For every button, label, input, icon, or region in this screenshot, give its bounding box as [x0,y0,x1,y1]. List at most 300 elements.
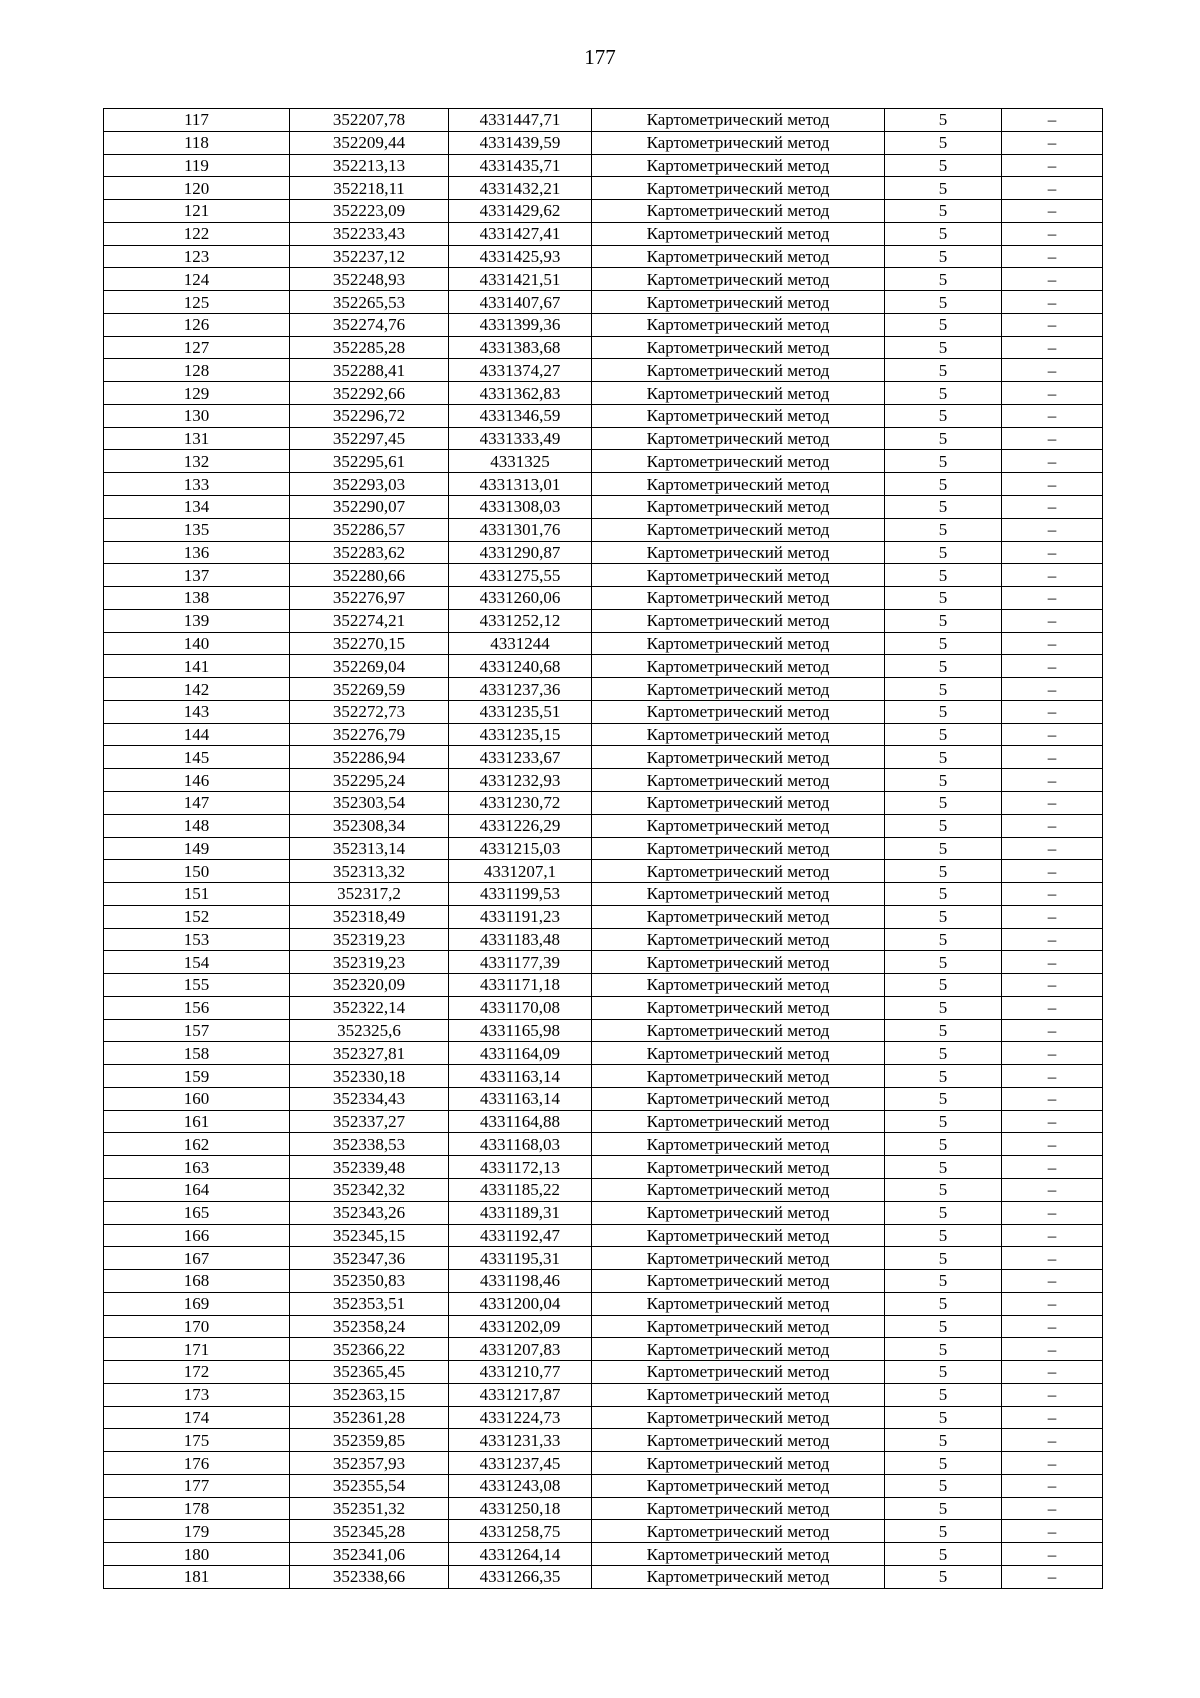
method-cell: Картометрический метод [592,1156,885,1179]
method-cell: Картометрический метод [592,336,885,359]
method-cell: Картометрический метод [592,473,885,496]
accuracy-cell: 5 [885,837,1002,860]
y-coordinate-cell: 4331399,36 [449,313,592,336]
table-row [104,1315,1103,1338]
method-cell: Картометрический метод [592,496,885,519]
accuracy-cell: 5 [885,587,1002,610]
y-coordinate-cell: 4331435,71 [449,154,592,177]
note-cell: – [1002,700,1103,723]
accuracy-cell: 5 [885,291,1002,314]
accuracy-cell: 5 [885,450,1002,473]
note-cell: – [1002,245,1103,268]
point-number-cell: 129 [104,382,290,405]
y-coordinate-cell: 4331237,45 [449,1452,592,1475]
accuracy-cell: 5 [885,814,1002,837]
accuracy-cell: 5 [885,928,1002,951]
x-coordinate-cell: 352319,23 [290,951,449,974]
point-number-cell: 130 [104,404,290,427]
note-cell: – [1002,1566,1103,1589]
point-number-cell: 161 [104,1110,290,1133]
y-coordinate-cell: 4331427,41 [449,222,592,245]
y-coordinate-cell: 4331232,93 [449,769,592,792]
accuracy-cell: 5 [885,1065,1002,1088]
note-cell: – [1002,291,1103,314]
accuracy-cell: 5 [885,1497,1002,1520]
table-row [104,951,1103,974]
point-number-cell: 154 [104,951,290,974]
note-cell: – [1002,518,1103,541]
point-number-cell: 150 [104,860,290,883]
point-number-cell: 146 [104,769,290,792]
y-coordinate-cell: 4331425,93 [449,245,592,268]
point-number-cell: 135 [104,518,290,541]
method-cell: Картометрический метод [592,1019,885,1042]
x-coordinate-cell: 352295,24 [290,769,449,792]
x-coordinate-cell: 352303,54 [290,791,449,814]
y-coordinate-cell: 4331231,33 [449,1429,592,1452]
y-coordinate-cell: 4331195,31 [449,1247,592,1270]
x-coordinate-cell: 352366,22 [290,1338,449,1361]
note-cell: – [1002,564,1103,587]
table-row [104,1361,1103,1384]
y-coordinate-cell: 4331275,55 [449,564,592,587]
x-coordinate-cell: 352308,34 [290,814,449,837]
accuracy-cell: 5 [885,131,1002,154]
x-coordinate-cell: 352341,06 [290,1543,449,1566]
table-row [104,928,1103,951]
method-cell: Картометрический метод [592,837,885,860]
table-row [104,609,1103,632]
point-number-cell: 117 [104,109,290,132]
table-row [104,1406,1103,1429]
table-row [104,1019,1103,1042]
accuracy-cell: 5 [885,473,1002,496]
table-row [104,791,1103,814]
accuracy-cell: 5 [885,313,1002,336]
accuracy-cell: 5 [885,1247,1002,1270]
point-number-cell: 177 [104,1474,290,1497]
y-coordinate-cell: 4331163,14 [449,1065,592,1088]
point-number-cell: 131 [104,427,290,450]
point-number-cell: 120 [104,177,290,200]
point-number-cell: 171 [104,1338,290,1361]
y-coordinate-cell: 4331235,15 [449,723,592,746]
method-cell: Картометрический метод [592,1429,885,1452]
method-cell: Картометрический метод [592,518,885,541]
accuracy-cell: 5 [885,1566,1002,1589]
method-cell: Картометрический метод [592,177,885,200]
x-coordinate-cell: 352339,48 [290,1156,449,1179]
point-number-cell: 162 [104,1133,290,1156]
note-cell: – [1002,1383,1103,1406]
y-coordinate-cell: 4331164,88 [449,1110,592,1133]
method-cell: Картометрический метод [592,1224,885,1247]
note-cell: – [1002,1429,1103,1452]
note-cell: – [1002,791,1103,814]
x-coordinate-cell: 352351,32 [290,1497,449,1520]
point-number-cell: 178 [104,1497,290,1520]
point-number-cell: 167 [104,1247,290,1270]
y-coordinate-cell: 4331226,29 [449,814,592,837]
point-number-cell: 158 [104,1042,290,1065]
x-coordinate-cell: 352213,13 [290,154,449,177]
method-cell: Картометрический метод [592,1474,885,1497]
y-coordinate-cell: 4331301,76 [449,518,592,541]
method-cell: Картометрический метод [592,587,885,610]
note-cell: – [1002,723,1103,746]
point-number-cell: 119 [104,154,290,177]
x-coordinate-cell: 352337,27 [290,1110,449,1133]
note-cell: – [1002,1019,1103,1042]
accuracy-cell: 5 [885,245,1002,268]
y-coordinate-cell: 4331168,03 [449,1133,592,1156]
table-row [104,359,1103,382]
x-coordinate-cell: 352322,14 [290,996,449,1019]
note-cell: – [1002,1292,1103,1315]
point-number-cell: 153 [104,928,290,951]
y-coordinate-cell: 4331243,08 [449,1474,592,1497]
y-coordinate-cell: 4331346,59 [449,404,592,427]
accuracy-cell: 5 [885,1042,1002,1065]
table-row [104,404,1103,427]
accuracy-cell: 5 [885,1406,1002,1429]
table-row [104,1270,1103,1293]
accuracy-cell: 5 [885,1133,1002,1156]
method-cell: Картометрический метод [592,746,885,769]
table-row [104,1201,1103,1224]
point-number-cell: 151 [104,883,290,906]
note-cell: – [1002,541,1103,564]
method-cell: Картометрический метод [592,1247,885,1270]
note-cell: – [1002,1452,1103,1475]
method-cell: Картометрический метод [592,678,885,701]
table-row [104,700,1103,723]
x-coordinate-cell: 352296,72 [290,404,449,427]
method-cell: Картометрический метод [592,1406,885,1429]
note-cell: – [1002,1361,1103,1384]
method-cell: Картометрический метод [592,1110,885,1133]
point-number-cell: 149 [104,837,290,860]
x-coordinate-cell: 352317,2 [290,883,449,906]
point-number-cell: 134 [104,496,290,519]
accuracy-cell: 5 [885,1156,1002,1179]
accuracy-cell: 5 [885,564,1002,587]
accuracy-cell: 5 [885,700,1002,723]
table-row [104,427,1103,450]
y-coordinate-cell: 4331290,87 [449,541,592,564]
point-number-cell: 144 [104,723,290,746]
point-number-cell: 163 [104,1156,290,1179]
x-coordinate-cell: 352353,51 [290,1292,449,1315]
accuracy-cell: 5 [885,632,1002,655]
y-coordinate-cell: 4331215,03 [449,837,592,860]
accuracy-cell: 5 [885,1429,1002,1452]
y-coordinate-cell: 4331260,06 [449,587,592,610]
y-coordinate-cell: 4331192,47 [449,1224,592,1247]
x-coordinate-cell: 352325,6 [290,1019,449,1042]
table-row [104,883,1103,906]
point-number-cell: 164 [104,1178,290,1201]
method-cell: Картометрический метод [592,245,885,268]
x-coordinate-cell: 352347,36 [290,1247,449,1270]
table-row [104,1042,1103,1065]
point-number-cell: 172 [104,1361,290,1384]
y-coordinate-cell: 4331308,03 [449,496,592,519]
x-coordinate-cell: 352270,15 [290,632,449,655]
x-coordinate-cell: 352290,07 [290,496,449,519]
table-row [104,814,1103,837]
x-coordinate-cell: 352218,11 [290,177,449,200]
method-cell: Картометрический метод [592,359,885,382]
note-cell: – [1002,382,1103,405]
table-row [104,837,1103,860]
table-row [104,974,1103,997]
table-row [104,1429,1103,1452]
point-number-cell: 156 [104,996,290,1019]
point-number-cell: 169 [104,1292,290,1315]
point-number-cell: 136 [104,541,290,564]
table-row [104,109,1103,132]
table-row [104,587,1103,610]
accuracy-cell: 5 [885,1474,1002,1497]
method-cell: Картометрический метод [592,131,885,154]
accuracy-cell: 5 [885,1087,1002,1110]
note-cell: – [1002,769,1103,792]
point-number-cell: 137 [104,564,290,587]
method-cell: Картометрический метод [592,1315,885,1338]
table-row [104,746,1103,769]
point-number-cell: 181 [104,1566,290,1589]
point-number-cell: 132 [104,450,290,473]
table-row [104,222,1103,245]
note-cell: – [1002,1156,1103,1179]
point-number-cell: 152 [104,905,290,928]
method-cell: Картометрический метод [592,632,885,655]
x-coordinate-cell: 352280,66 [290,564,449,587]
table-row [104,1520,1103,1543]
method-cell: Картометрический метод [592,1178,885,1201]
method-cell: Картометрический метод [592,1452,885,1475]
note-cell: – [1002,678,1103,701]
y-coordinate-cell: 4331374,27 [449,359,592,382]
point-number-cell: 166 [104,1224,290,1247]
note-cell: – [1002,109,1103,132]
method-cell: Картометрический метод [592,1520,885,1543]
note-cell: – [1002,837,1103,860]
method-cell: Картометрический метод [592,1566,885,1589]
method-cell: Картометрический метод [592,655,885,678]
x-coordinate-cell: 352313,32 [290,860,449,883]
method-cell: Картометрический метод [592,268,885,291]
accuracy-cell: 5 [885,1338,1002,1361]
accuracy-cell: 5 [885,655,1002,678]
note-cell: – [1002,1497,1103,1520]
x-coordinate-cell: 352209,44 [290,131,449,154]
note-cell: – [1002,587,1103,610]
x-coordinate-cell: 352288,41 [290,359,449,382]
x-coordinate-cell: 352269,59 [290,678,449,701]
x-coordinate-cell: 352361,28 [290,1406,449,1429]
accuracy-cell: 5 [885,268,1002,291]
table-row [104,518,1103,541]
x-coordinate-cell: 352237,12 [290,245,449,268]
y-coordinate-cell: 4331250,18 [449,1497,592,1520]
accuracy-cell: 5 [885,1270,1002,1293]
point-number-cell: 170 [104,1315,290,1338]
table-row [104,245,1103,268]
y-coordinate-cell: 4331163,14 [449,1087,592,1110]
y-coordinate-cell: 4331447,71 [449,109,592,132]
point-number-cell: 148 [104,814,290,837]
point-number-cell: 128 [104,359,290,382]
y-coordinate-cell: 4331266,35 [449,1566,592,1589]
x-coordinate-cell: 352334,43 [290,1087,449,1110]
accuracy-cell: 5 [885,200,1002,223]
method-cell: Картометрический метод [592,860,885,883]
accuracy-cell: 5 [885,382,1002,405]
y-coordinate-cell: 4331264,14 [449,1543,592,1566]
note-cell: – [1002,473,1103,496]
accuracy-cell: 5 [885,1110,1002,1133]
point-number-cell: 140 [104,632,290,655]
x-coordinate-cell: 352363,15 [290,1383,449,1406]
note-cell: – [1002,268,1103,291]
point-number-cell: 160 [104,1087,290,1110]
accuracy-cell: 5 [885,496,1002,519]
method-cell: Картометрический метод [592,609,885,632]
method-cell: Картометрический метод [592,1338,885,1361]
method-cell: Картометрический метод [592,450,885,473]
y-coordinate-cell: 4331189,31 [449,1201,592,1224]
x-coordinate-cell: 352355,54 [290,1474,449,1497]
x-coordinate-cell: 352357,93 [290,1452,449,1475]
table-row [104,200,1103,223]
x-coordinate-cell: 352292,66 [290,382,449,405]
y-coordinate-cell: 4331313,01 [449,473,592,496]
table-row [104,1065,1103,1088]
y-coordinate-cell: 4331191,23 [449,905,592,928]
point-number-cell: 141 [104,655,290,678]
note-cell: – [1002,496,1103,519]
note-cell: – [1002,951,1103,974]
x-coordinate-cell: 352345,15 [290,1224,449,1247]
y-coordinate-cell: 4331202,09 [449,1315,592,1338]
x-coordinate-cell: 352358,24 [290,1315,449,1338]
accuracy-cell: 5 [885,1543,1002,1566]
table-row [104,1566,1103,1589]
accuracy-cell: 5 [885,359,1002,382]
accuracy-cell: 5 [885,1315,1002,1338]
note-cell: – [1002,1224,1103,1247]
accuracy-cell: 5 [885,996,1002,1019]
accuracy-cell: 5 [885,154,1002,177]
point-number-cell: 139 [104,609,290,632]
accuracy-cell: 5 [885,1520,1002,1543]
point-number-cell: 147 [104,791,290,814]
note-cell: – [1002,996,1103,1019]
method-cell: Картометрический метод [592,723,885,746]
y-coordinate-cell: 4331429,62 [449,200,592,223]
x-coordinate-cell: 352272,73 [290,700,449,723]
y-coordinate-cell: 4331170,08 [449,996,592,1019]
accuracy-cell: 5 [885,541,1002,564]
point-number-cell: 138 [104,587,290,610]
table-row [104,678,1103,701]
note-cell: – [1002,1406,1103,1429]
accuracy-cell: 5 [885,769,1002,792]
accuracy-cell: 5 [885,1019,1002,1042]
note-cell: – [1002,1543,1103,1566]
method-cell: Картометрический метод [592,200,885,223]
accuracy-cell: 5 [885,336,1002,359]
x-coordinate-cell: 352338,53 [290,1133,449,1156]
point-number-cell: 174 [104,1406,290,1429]
note-cell: – [1002,450,1103,473]
x-coordinate-cell: 352350,83 [290,1270,449,1293]
accuracy-cell: 5 [885,1452,1002,1475]
x-coordinate-cell: 352365,45 [290,1361,449,1384]
table-row [104,1224,1103,1247]
table-row [104,1474,1103,1497]
method-cell: Картометрический метод [592,1497,885,1520]
y-coordinate-cell: 4331421,51 [449,268,592,291]
method-cell: Картометрический метод [592,700,885,723]
method-cell: Картометрический метод [592,222,885,245]
note-cell: – [1002,1315,1103,1338]
table-row [104,1452,1103,1475]
accuracy-cell: 5 [885,222,1002,245]
x-coordinate-cell: 352327,81 [290,1042,449,1065]
y-coordinate-cell: 4331439,59 [449,131,592,154]
accuracy-cell: 5 [885,974,1002,997]
table-row [104,996,1103,1019]
point-number-cell: 176 [104,1452,290,1475]
point-number-cell: 122 [104,222,290,245]
method-cell: Картометрический метод [592,996,885,1019]
x-coordinate-cell: 352276,97 [290,587,449,610]
note-cell: – [1002,1201,1103,1224]
y-coordinate-cell: 4331185,22 [449,1178,592,1201]
x-coordinate-cell: 352297,45 [290,427,449,450]
point-number-cell: 145 [104,746,290,769]
table-row [104,473,1103,496]
accuracy-cell: 5 [885,427,1002,450]
accuracy-cell: 5 [885,678,1002,701]
x-coordinate-cell: 352274,76 [290,313,449,336]
method-cell: Картометрический метод [592,541,885,564]
method-cell: Картометрический метод [592,1361,885,1384]
table-row [104,131,1103,154]
y-coordinate-cell: 4331383,68 [449,336,592,359]
note-cell: – [1002,427,1103,450]
note-cell: – [1002,655,1103,678]
x-coordinate-cell: 352223,09 [290,200,449,223]
y-coordinate-cell: 4331237,36 [449,678,592,701]
accuracy-cell: 5 [885,1361,1002,1384]
accuracy-cell: 5 [885,109,1002,132]
accuracy-cell: 5 [885,518,1002,541]
method-cell: Картометрический метод [592,883,885,906]
y-coordinate-cell: 4331177,39 [449,951,592,974]
note-cell: – [1002,814,1103,837]
x-coordinate-cell: 352286,94 [290,746,449,769]
point-number-cell: 124 [104,268,290,291]
note-cell: – [1002,1520,1103,1543]
point-number-cell: 173 [104,1383,290,1406]
note-cell: – [1002,222,1103,245]
y-coordinate-cell: 4331200,04 [449,1292,592,1315]
point-number-cell: 165 [104,1201,290,1224]
